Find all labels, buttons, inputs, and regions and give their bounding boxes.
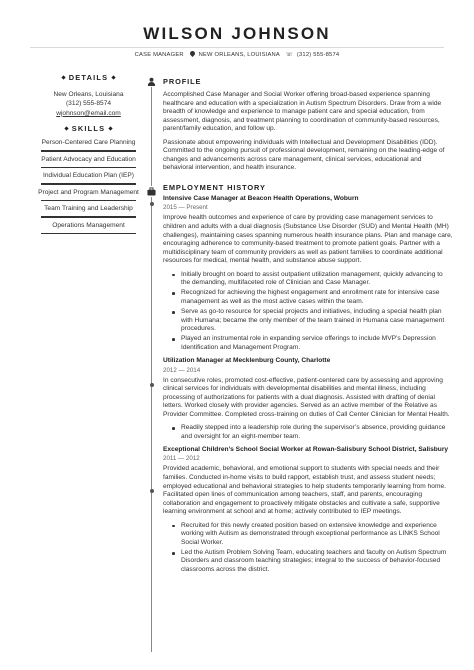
skill-level-bar (41, 183, 136, 184)
skill-level-bar (41, 200, 136, 201)
job-entry (163, 446, 453, 575)
job-summary: Provided academic, behavioral, and emotional support to students with special needs and their families. Conducted in-home visits to build rapport, establish trust, and assess student needs; employed educational and behavioral strategies to help students temporarily learning from home. Facilitated open lines of communication among teachers, staff, and parents, encouraging collaboration and engagement to proactively mitigate obstacles and cultivate a safe, supportive learning environment at school and at home; actively contributed to IEP meetings. (163, 465, 446, 516)
skill-item: Patient Advocacy and Education (30, 154, 147, 171)
skill-level-bar (41, 216, 136, 217)
details-phone: (312) 555-8574 (65, 100, 112, 108)
job-dates: 2015 — Present (163, 204, 208, 212)
details-location: New Orleans, Louisiana (53, 91, 124, 98)
diamond-icon (109, 126, 113, 130)
job-bullet: Initially brought on board to assist outpatient utilization management, quickly advancing to the demanding, multifaceted role of Clinician and Case Manager. (163, 271, 453, 288)
details-heading: DETAILS (30, 72, 147, 82)
map-pin-icon (189, 50, 196, 57)
profile-paragraph: Passionate about empowering individuals with Intellectual and Development Disabilities (IDD). Committed to the ongoing pursuit of professional development, remaining on the leading-edge of changes and advancements across care management, clinical services, educational and behavioral intervention, and health insurance. (163, 138, 445, 172)
candidate-name: WILSON JOHNSON (143, 24, 331, 43)
briefcase-icon (146, 186, 157, 197)
timeline-dot (150, 202, 154, 206)
skill-item: Operations Management (30, 220, 147, 237)
job-summary: Improve health outcomes and experience of care by providing case management services to children and adults with a dual diagnosis (Substance Use Disorder (SUD) and Mental Health (MH) challenges), maintaining cases spanning numerous health insurance plans. Plan and manage care, encouraging adherence to community-based treatment to promote patient goals. Partner with a multidisciplinary team of community providers as well as patient families to coordinate additional resources for medical, mental health, and substance abuse support. (163, 214, 453, 265)
header-divider (30, 47, 444, 48)
skill-item: Individual Education Plan (IEP) (30, 170, 147, 187)
skill-item: Person-Centered Care Planning (30, 137, 147, 154)
timeline-dot (150, 383, 154, 387)
timeline-line (151, 82, 152, 652)
job-dates: 2012 — 2014 (163, 366, 201, 374)
skill-item: Project and Program Management (30, 187, 147, 204)
diamond-icon (112, 75, 116, 79)
profile-paragraph: Accomplished Case Manager and Social Worker offering broad-based experience spanning healthcare and education with a specialization in Autism Spectrum Disorders. Draw from a wide breadth of knowledge and experience to manage patient care and special education, from assessment, diagnosis, and treatment planning to coordination of community-based resources, parent/family education, and follow up. (163, 91, 442, 133)
job-entry (163, 357, 453, 441)
job-bullet: Serve as go-to resource for special projects and initiatives, including a special health plan with Humana; became the only member of the team trained in Humana case management procedures. (163, 308, 453, 334)
job-entry (163, 195, 453, 352)
employment-heading: EMPLOYMENT HISTORY (163, 182, 266, 192)
skill-level-bar (41, 150, 136, 151)
skill-level-bar (41, 167, 136, 168)
skills-heading: SKILLS (30, 123, 147, 133)
timeline-dot (150, 489, 154, 493)
phone-icon: ☏ (285, 52, 293, 58)
person-icon (146, 76, 157, 87)
left-column (30, 72, 147, 236)
details-email-link[interactable]: wjohnson@email.com (56, 109, 121, 117)
diamond-icon (64, 126, 68, 130)
job-dates: 2011 — 2012 (163, 455, 200, 463)
job-bullet: Led the Autism Problem Solving Team, educating teachers and faculty on Autism Spectrum Disorders and classroom teaching strategies; integral to the success of behavior-focused classrooms across the district. (163, 549, 453, 575)
skill-item: Team Training and Leadership (30, 203, 147, 220)
job-title: Intensive Case Manager at Beacon Health Operations, Woburn (163, 194, 359, 202)
job-bullet: Readily stepped into a leadership role during the supervisor’s absence, providing guidance and oversight for an eight-member team. (163, 424, 453, 441)
header-phone: (312) 555-8574 (296, 52, 340, 58)
diamond-icon (61, 75, 65, 79)
main-column (163, 77, 453, 576)
header-location: NEW ORLEANS, LOUISIANA (198, 52, 280, 58)
job-summary: In consecutive roles, promoted cost-effective, patient-centered care by assessing and approving clinical services for individuals with developmental disabilities and mental illness, including processing of authorizations for patients with a dual diagnosis. Assisted with drafting of denial letters. Worked closely with provider agencies. Served as an active member of the Relative as Provider Committee. Completed cross-training on duties of Call Center Clinician for Mental Health. (163, 376, 450, 418)
job-title: Utilization Manager at Mecklenburg County, Charlotte (163, 357, 331, 364)
skill-level-bar (41, 233, 136, 234)
job-bullet: Played an instrumental role in expanding service offerings to include MVP’s Depression Identification and Management Program. (163, 335, 453, 352)
job-title: CASE MANAGER (134, 52, 184, 58)
job-bullet: Recognized for achieving the highest engagement and enrollment rate for intensive case management as well as the most active cases within the team. (163, 289, 453, 306)
job-title: Exceptional Children’s School Social Worker at Rowan-Salisbury School District, Salisbury (163, 445, 449, 453)
contact-line (0, 51, 474, 58)
job-bullet: Recruited for this newly created position based on extensive knowledge and experience working with Autism as demonstrated through exceptional performance as LINKS School Social Worker. (163, 522, 453, 548)
profile-heading: PROFILE (163, 77, 202, 86)
